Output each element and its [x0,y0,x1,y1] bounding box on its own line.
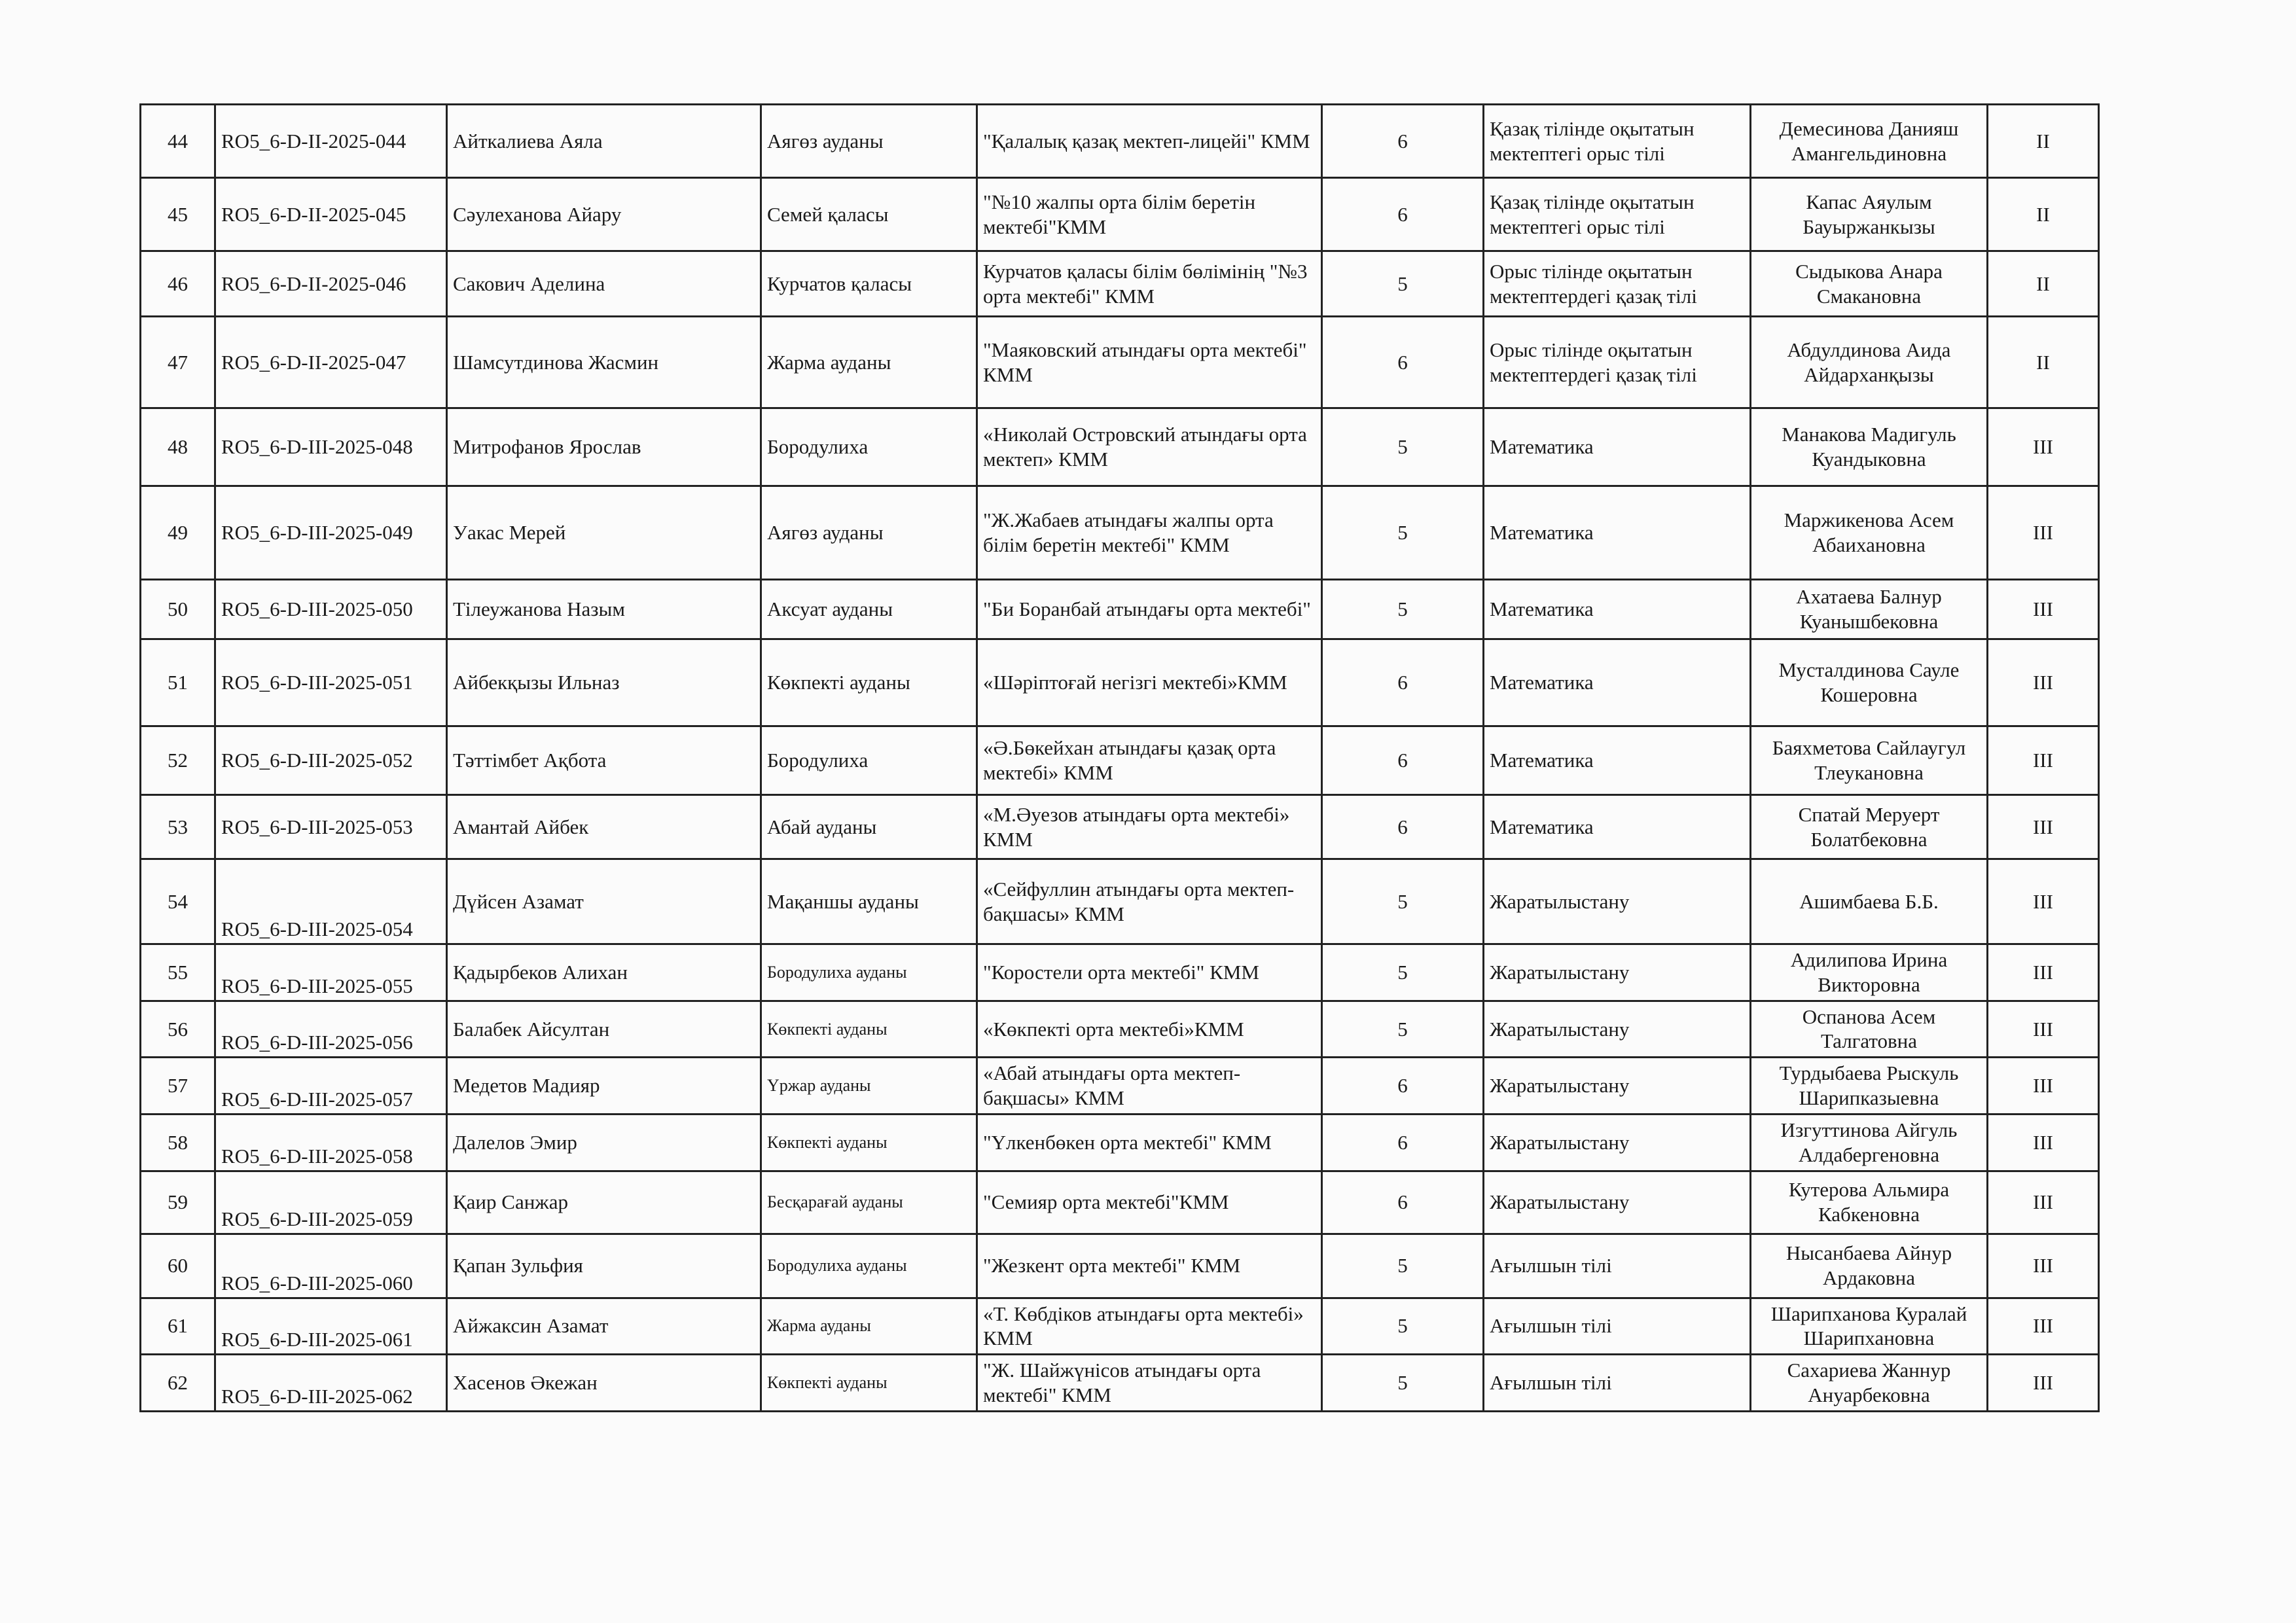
table-row [141,1298,2099,1355]
subject: Орыс тілінде оқытатын мектептердегі қазақ тілі [1484,317,1751,408]
award-degree: III [1988,1355,2099,1412]
participant-name: Далелов Эмир [447,1114,761,1171]
grade: 5 [1322,1001,1484,1058]
results-table [139,103,2100,1412]
table-row [141,178,2099,251]
table-row [141,1001,2099,1058]
participant-code: RO5_6-D-III-2025-051 [215,639,447,726]
award-degree: II [1988,105,2099,178]
participant-code: RO5_6-D-II-2025-047 [215,317,447,408]
school: "Үлкенбөкен орта мектебі" КММ [977,1114,1322,1171]
participant-name: Дүйсен Азамат [447,859,761,944]
award-degree: III [1988,1058,2099,1115]
table-row [141,1234,2099,1298]
participant-name: Қадырбеков Алихан [447,944,761,1001]
table-row [141,251,2099,317]
district: Бородулиха ауданы [761,944,977,1001]
participant-name: Сәулеханова Айару [447,178,761,251]
teacher: Капас Аяулым Бауыржанкызы [1751,178,1988,251]
row-number: 56 [141,1001,215,1058]
subject: Жаратылыстану [1484,1001,1751,1058]
school: "Қалалық қазақ мектеп-лицейі" КММ [977,105,1322,178]
participant-code: RO5_6-D-III-2025-053 [215,795,447,859]
table-row [141,859,2099,944]
table-row [141,795,2099,859]
grade: 5 [1322,486,1484,580]
award-degree: III [1988,639,2099,726]
table-body [141,105,2099,1412]
table-row [141,639,2099,726]
school: «Николай Островский атындағы орта мектеп» КММ [977,408,1322,486]
school: «М.Әуезов атындағы орта мектебі» КММ [977,795,1322,859]
grade: 5 [1322,580,1484,639]
table-row [141,317,2099,408]
school: Курчатов қаласы білім бөлімінің "№3 орта мектебі" КММ [977,251,1322,317]
participant-name: Тілеужанова Назым [447,580,761,639]
school: "Би Боранбай атындағы орта мектебі" [977,580,1322,639]
teacher: Турдыбаева Рыскуль Шарипказыевна [1751,1058,1988,1115]
subject: Математика [1484,580,1751,639]
teacher: Адилипова Ирина Викторовна [1751,944,1988,1001]
subject: Қазақ тілінде оқытатын мектептегі орыс тілі [1484,105,1751,178]
teacher: Баяхметова Сайлаугул Тлеукановна [1751,726,1988,795]
participant-code: RO5_6-D-II-2025-046 [215,251,447,317]
district: Көкпекті ауданы [761,1114,977,1171]
participant-code: RO5_6-D-III-2025-054 [215,859,447,944]
award-degree: III [1988,1234,2099,1298]
participant-name: Айжаксин Азамат [447,1298,761,1355]
teacher: Нысанбаева Айнур Ардаковна [1751,1234,1988,1298]
participant-name: Айбекқызы Ильназ [447,639,761,726]
grade: 6 [1322,795,1484,859]
table-row [141,726,2099,795]
award-degree: II [1988,251,2099,317]
subject: Ағылшын тілі [1484,1298,1751,1355]
award-degree: III [1988,795,2099,859]
teacher: Абдулдинова Аида Айдарханқызы [1751,317,1988,408]
award-degree: III [1988,1001,2099,1058]
subject: Математика [1484,639,1751,726]
district: Семей қаласы [761,178,977,251]
grade: 6 [1322,1171,1484,1234]
participant-name: Тәттімбет Ақбота [447,726,761,795]
row-number: 52 [141,726,215,795]
award-degree: III [1988,1114,2099,1171]
participant-name: Амантай Айбек [447,795,761,859]
school: "Ж.Жабаев атындағы жалпы орта білім беретін мектебі" КММ [977,486,1322,580]
row-number: 44 [141,105,215,178]
participant-code: RO5_6-D-III-2025-059 [215,1171,447,1234]
participant-code: RO5_6-D-II-2025-045 [215,178,447,251]
teacher: Мусталдинова Сауле Кошеровна [1751,639,1988,726]
district: Жарма ауданы [761,317,977,408]
teacher: Оспанова Асем Талгатовна [1751,1001,1988,1058]
participant-code: RO5_6-D-II-2025-044 [215,105,447,178]
subject: Математика [1484,726,1751,795]
participant-code: RO5_6-D-III-2025-049 [215,486,447,580]
participant-name: Митрофанов Ярослав [447,408,761,486]
teacher: Маржикенова Асем Абаихановна [1751,486,1988,580]
table-row [141,1171,2099,1234]
participant-name: Қаир Санжар [447,1171,761,1234]
grade: 5 [1322,1355,1484,1412]
teacher: Манакова Мадигуль Куандыковна [1751,408,1988,486]
participant-name: Уакас Мерей [447,486,761,580]
subject: Математика [1484,795,1751,859]
school: "Семияр орта мектебі"КММ [977,1171,1322,1234]
participant-name: Қапан Зульфия [447,1234,761,1298]
grade: 5 [1322,859,1484,944]
table-row [141,1058,2099,1115]
subject: Жаратылыстану [1484,1114,1751,1171]
district: Аягөз ауданы [761,105,977,178]
grade: 6 [1322,639,1484,726]
district: Бородулиха [761,726,977,795]
district: Көкпекті ауданы [761,1001,977,1058]
subject: Математика [1484,486,1751,580]
school: "Маяковский атындағы орта мектебі" КММ [977,317,1322,408]
row-number: 49 [141,486,215,580]
award-degree: II [1988,178,2099,251]
school: «Ә.Бөкейхан атындағы қазақ орта мектебі» КММ [977,726,1322,795]
row-number: 55 [141,944,215,1001]
participant-code: RO5_6-D-III-2025-055 [215,944,447,1001]
award-degree: III [1988,944,2099,1001]
award-degree: II [1988,317,2099,408]
award-degree: III [1988,408,2099,486]
district: Курчатов қаласы [761,251,977,317]
participant-name: Балабек Айсултан [447,1001,761,1058]
table-row [141,486,2099,580]
row-number: 46 [141,251,215,317]
participant-code: RO5_6-D-III-2025-057 [215,1058,447,1115]
table-row [141,1114,2099,1171]
participant-code: RO5_6-D-III-2025-061 [215,1298,447,1355]
table-row [141,408,2099,486]
participant-name: Медетов Мадияр [447,1058,761,1115]
participant-name: Шамсутдинова Жасмин [447,317,761,408]
row-number: 57 [141,1058,215,1115]
teacher: Демесинова Данияш Амангельдиновна [1751,105,1988,178]
grade: 6 [1322,317,1484,408]
row-number: 62 [141,1355,215,1412]
subject: Жаратылыстану [1484,1171,1751,1234]
teacher: Изгуттинова Айгуль Алдабергеновна [1751,1114,1988,1171]
district: Абай ауданы [761,795,977,859]
grade: 5 [1322,1234,1484,1298]
district: Жарма ауданы [761,1298,977,1355]
row-number: 50 [141,580,215,639]
award-degree: III [1988,580,2099,639]
subject: Ағылшын тілі [1484,1234,1751,1298]
subject: Математика [1484,408,1751,486]
school: «Көкпекті орта мектебі»КММ [977,1001,1322,1058]
table-row [141,580,2099,639]
participant-code: RO5_6-D-III-2025-058 [215,1114,447,1171]
teacher: Сыдыкова Анара Смакановна [1751,251,1988,317]
award-degree: III [1988,1298,2099,1355]
row-number: 58 [141,1114,215,1171]
table-row [141,105,2099,178]
district: Бородулиха ауданы [761,1234,977,1298]
teacher: Ашимбаева Б.Б. [1751,859,1988,944]
award-degree: III [1988,859,2099,944]
row-number: 47 [141,317,215,408]
participant-code: RO5_6-D-III-2025-050 [215,580,447,639]
participant-name: Хасенов Әкежан [447,1355,761,1412]
participant-code: RO5_6-D-III-2025-052 [215,726,447,795]
grade: 5 [1322,944,1484,1001]
district: Бесқарағай ауданы [761,1171,977,1234]
teacher: Шарипханова Куралай Шарипхановна [1751,1298,1988,1355]
table-row [141,1355,2099,1412]
teacher: Кутерова Альмира Кабкеновна [1751,1171,1988,1234]
district: Үржар ауданы [761,1058,977,1115]
school: "Ж. Шайжүнісов атындағы орта мектебі" КММ [977,1355,1322,1412]
grade: 5 [1322,1298,1484,1355]
grade: 6 [1322,1058,1484,1115]
row-number: 60 [141,1234,215,1298]
grade: 6 [1322,726,1484,795]
subject: Орыс тілінде оқытатын мектептердегі қазақ тілі [1484,251,1751,317]
grade: 5 [1322,408,1484,486]
school: «Абай атындағы орта мектеп-бақшасы» КММ [977,1058,1322,1115]
participant-code: RO5_6-D-III-2025-062 [215,1355,447,1412]
school: "Коростели орта мектебі" КММ [977,944,1322,1001]
grade: 6 [1322,105,1484,178]
school: «Шәріптоғай негізгі мектебі»КММ [977,639,1322,726]
row-number: 54 [141,859,215,944]
teacher: Ахатаева Балнур Куанышбековна [1751,580,1988,639]
subject: Жаратылыстану [1484,1058,1751,1115]
teacher: Сахариева Жаннур Ануарбековна [1751,1355,1988,1412]
table-row [141,944,2099,1001]
row-number: 51 [141,639,215,726]
teacher: Спатай Меруерт Болатбековна [1751,795,1988,859]
participant-name: Сакович Аделина [447,251,761,317]
participant-name: Айткалиева Аяла [447,105,761,178]
award-degree: III [1988,726,2099,795]
district: Мақаншы ауданы [761,859,977,944]
row-number: 61 [141,1298,215,1355]
award-degree: III [1988,486,2099,580]
district: Аягөз ауданы [761,486,977,580]
school: «Т. Көбдіков атындағы орта мектебі» КММ [977,1298,1322,1355]
row-number: 45 [141,178,215,251]
award-degree: III [1988,1171,2099,1234]
district: Бородулиха [761,408,977,486]
subject: Қазақ тілінде оқытатын мектептегі орыс тілі [1484,178,1751,251]
grade: 6 [1322,1114,1484,1171]
school: "Жезкент орта мектебі" КММ [977,1234,1322,1298]
school: «Сейфуллин атындағы орта мектеп-бақшасы» КММ [977,859,1322,944]
school: "№10 жалпы орта білім беретін мектебі"КММ [977,178,1322,251]
district: Көкпекті ауданы [761,639,977,726]
subject: Жаратылыстану [1484,944,1751,1001]
row-number: 53 [141,795,215,859]
district: Аксуат ауданы [761,580,977,639]
participant-code: RO5_6-D-III-2025-048 [215,408,447,486]
row-number: 59 [141,1171,215,1234]
subject: Жаратылыстану [1484,859,1751,944]
participant-code: RO5_6-D-III-2025-060 [215,1234,447,1298]
row-number: 48 [141,408,215,486]
participant-code: RO5_6-D-III-2025-056 [215,1001,447,1058]
subject: Ағылшын тілі [1484,1355,1751,1412]
district: Көкпекті ауданы [761,1355,977,1412]
grade: 6 [1322,178,1484,251]
grade: 5 [1322,251,1484,317]
